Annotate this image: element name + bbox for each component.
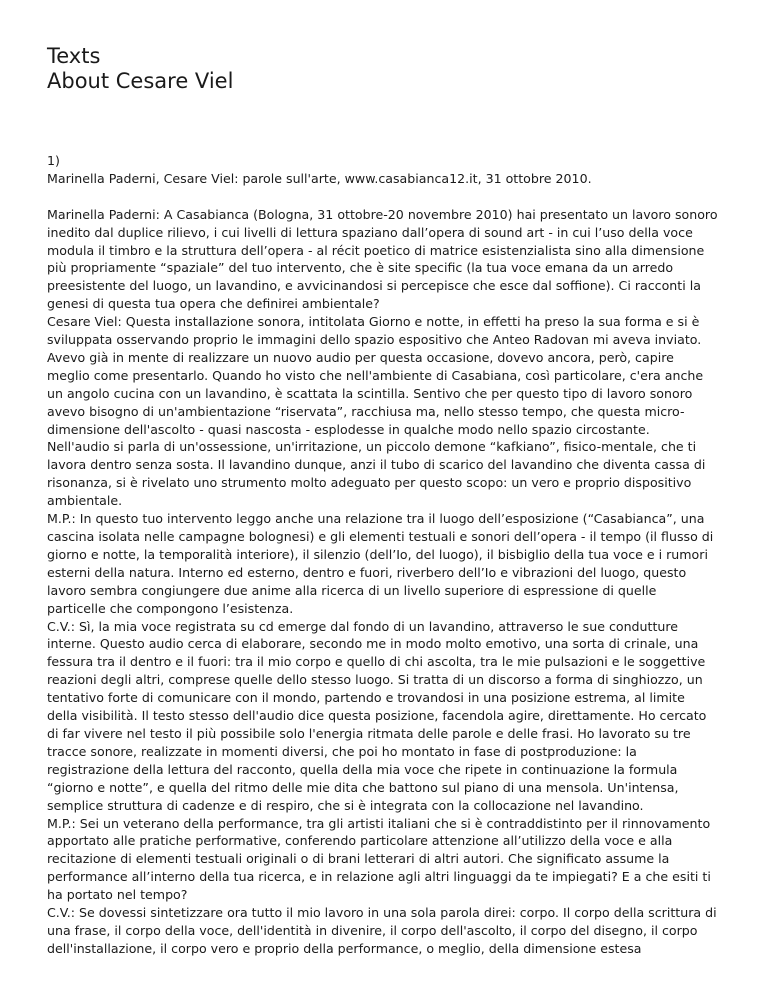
- paragraph-answer-1: Cesare Viel: Questa installazione sonora, intitolata Giorno e notte, in effetti ha preso la sua forma e si è sviluppata osservando proprio le immagini dello spazio espositivo che Anteo Radovan mi aveva inviato. Avevo già in mente di realizzare un nuovo audio per questa occasione, dovevo ancora, però, capire meglio come presentarlo. Quando ho visto che nell'ambiente di Casabiana, così particolare, c'era anche un angolo cucina con un lavandino, è scattata la scintilla. Sentivo che per questo tipo di lavoro sonoro avevo bisogno di un'ambientazione “riservata”, racchiusa ma, nello stesso tempo, che questa micro-dimensione dell'ascolto - quasi nascosta - esplodesse in qualche modo nello spazio circostante.: [47, 314, 704, 437]
- article-body: [47, 152, 719, 958]
- citation: Marinella Paderni, Cesare Viel: parole sull'arte, www.casabianca12.it, 31 ottobre 2010.: [47, 170, 592, 186]
- paragraph-answer-1-cont: Nell'audio si parla di un'ossessione, un'irritazione, un piccolo demone “kafkiano”, fisico-mentale, che ti lavora dentro senza sosta. Il lavandino dunque, anzi il tubo di scarico del lavandino che diventa cassa di risonanza, si è rivelato uno strumento molto adeguato per questo scopo: un vero e proprio dispositivo ambientale.: [47, 439, 706, 509]
- title-line-about: About Cesare Viel: [47, 69, 234, 93]
- page-title: [47, 44, 233, 94]
- paragraph-question-3: M.P.: Sei un veterano della performance, tra gli artisti italiani che si è contraddistinto per il rinnovamento apportato alle pratiche performative, conferendo particolare attenzione all’utilizzo della voce e alla recitazione di elementi testuali originali o di brani letterari di altri autori. Che significato assume la performance all’interno della tua ricerca, e in relazione agli altri linguaggi da te impiegati? E a che esiti ti ha portato nel tempo?: [47, 815, 711, 903]
- paragraph-answer-2: C.V.: Sì, la mia voce registrata su cd emerge dal fondo di un lavandino, attraverso le sue condutture interne. Questo audio cerca di elaborare, secondo me in modo molto emotivo, una sorta di crinale, una fessura tra il dentro e il fuori: tra il mio corpo e quello di chi ascolta, tra le mie pulsazioni e le soggettive reazioni degli altri, comprese quelle dello stesso luogo. Si tratta di un discorso a forma di singhiozzo, un tentativo forte di comunicare con il mondo, partendo e trovandosi in una posizione estrema, al limite della visibilità. Il testo stesso dell'audio dice questa posizione, facendola agire, direttamente. Ho cercato di far vivere nel testo il più possibile solo l'energia ritmata delle parole e delle frasi. Ho lavorato su tre tracce sonore, realizzate in momenti diversi, che poi ho montato in fase di postproduzione: la registrazione della lettura del racconto, quella della mia voce che ripete in continuazione la formula “giorno e notte”, e quella del ritmo delle mie dita che battono sul piano di una mensola. Un'intensa, semplice struttura di cadenze e di respiro, che si è integrata con la collocazione nel lavandino.: [47, 618, 707, 813]
- paragraph-question-2: M.P.: In questo tuo intervento leggo anche una relazione tra il luogo dell’esposizione (“Casabianca”, una cascina isolata nelle campagne bolognesi) e gli elementi testuali e sonori dell’opera - il tempo (il flusso di giorno e notte, la temporalità interiore), il silenzio (dell’Io, del luogo), il bisbiglio della tua voce e i rumori esterni della natura. Interno ed esterno, dentro e fuori, riverbero dell’Io e vibrazioni del luogo, questo lavoro sembra congiungere due anime alla ricerca di un livello superiore di espressione di quelle particelle che compongono l’esistenza.: [47, 511, 714, 616]
- paragraph-answer-3: C.V.: Se dovessi sintetizzare ora tutto il mio lavoro in una sola parola direi: corpo. Il corpo della scrittura di una frase, il corpo della voce, dell'identità in divenire, il corpo dell'ascolto, il corpo del disegno, il corpo dell'installazione, il corpo vero e proprio della performance, o meglio, della dimensione estesa: [47, 905, 717, 956]
- section-number: 1): [47, 153, 60, 168]
- title-line-texts: Texts: [47, 44, 101, 68]
- paragraph-question-1: Marinella Paderni: A Casabianca (Bologna, 31 ottobre-20 novembre 2010) hai presentato un lavoro sonoro inedito dal duplice rilievo, i cui livelli di lettura spaziano dall’opera di sound art - in cui l’uso della voce modula il timbro e la struttura dell’opera - al récit poetico di matrice esistenzialista sino alla dimensione più propriamente “spaziale” del tuo intervento, che è site specific (la tua voce emana da un arredo preesistente del luogo, un lavandino, e avvicinandosi si percepisce che esce dal soffione). Ci racconti la genesi di questa tua opera che definirei ambientale?: [47, 206, 718, 312]
